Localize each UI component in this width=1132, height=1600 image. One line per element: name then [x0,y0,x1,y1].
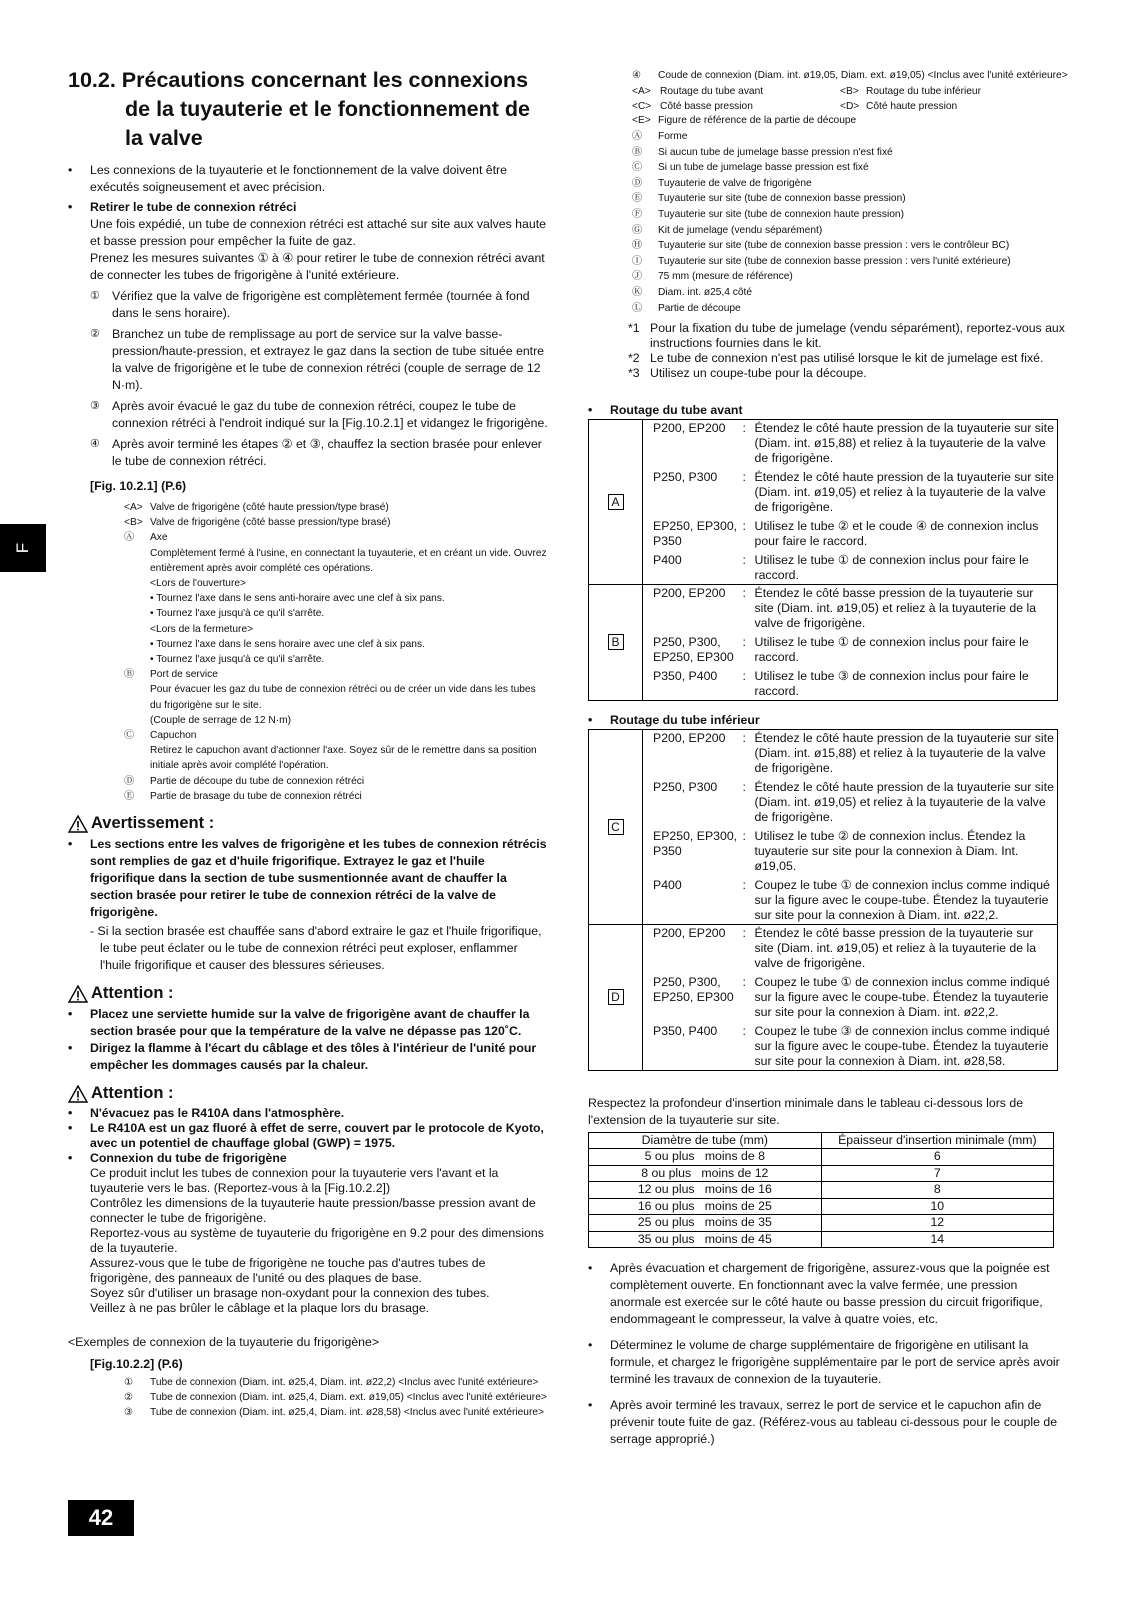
legend-key: Ⓗ [632,240,643,252]
legend-key [124,576,150,591]
legend-text: Tuyauterie sur site (tube de connexion haute pression) [658,208,904,220]
description-text: Coupez le tube ③ de connexion inclus comme indiqué sur la figure avec le coupe-tube. Étendez la tuyauterie sur site pour la connexion à Diam. int. ø28,58. [754,1023,1050,1068]
legend-text: Si un tube de jumelage basse pression est fixé [658,162,869,174]
legend-text: Axe [150,532,168,544]
description-cell [743,776,1058,825]
routing-group-box: D [608,989,624,1005]
description-text: Utilisez le tube ① de connexion inclus pour faire le raccord. [754,634,1029,664]
legend-text: Partie de brasage du tube de connexion rétréci [150,790,362,802]
legend-key: ② [124,1392,134,1404]
description-cell [743,419,1058,466]
colon-mark: : [742,877,746,892]
model-cell: P250, P300, EP250, EP300 [653,634,734,664]
insertion-row [589,1182,1054,1199]
colon-mark: : [742,552,746,567]
attention1-item: • Placez une serviette humide sur la valve de frigorigène avant de chauffer la section brasée pour que la température de la valve ne dépasse pas 120˚C. [68,1006,548,1040]
legend-pair-row [632,99,1068,114]
step-item [68,436,548,470]
model-cell: EP250, EP300, P350 [653,828,738,858]
attention2-heading: Attention : [68,1084,548,1103]
description-row [743,586,1056,631]
legend-text: Partie de découpe [658,302,741,314]
legend-item [124,591,548,606]
step-item [68,398,548,432]
legend-text: Pour évacuer les gaz du tube de connexion rétréci ou de créer un vide dans les tubes du frigorigène sur le site. [150,684,536,711]
description-row [743,519,1056,549]
legend-key: Ⓑ [124,669,135,681]
routing-row [589,971,1058,1020]
description-row [743,829,1056,874]
insertion-header-cell: Épaisseur d'insertion minimale (mm) [821,1132,1053,1149]
step-number: ④ [90,438,100,450]
insertion-cell: 7 [821,1165,1053,1182]
insertion-row [589,1215,1054,1232]
legend-text: Partie de découpe du tube de connexion rétréci [150,775,365,787]
warning-triangle-icon [68,1085,88,1103]
legend-item [632,302,1068,315]
model-cell: P200, EP200 [643,729,743,776]
model-cell: P200, EP200 [643,419,743,466]
description-cell [743,549,1058,585]
legend-key [124,622,150,637]
legend-text: Routage du tube avant [660,86,764,97]
colon-mark: : [742,420,746,435]
legend-key: <B> [840,86,859,97]
model-cell: P200, EP200 [643,584,743,631]
description-row [743,470,1056,515]
legend-text: Côté basse pression [660,101,753,113]
colon-mark: : [742,730,746,745]
insertion-cell: 10 [821,1198,1053,1215]
section-title: 10.2. Précautions concernant les connexions de la tuyauterie et le fonctionnement de la valve [68,68,530,150]
legend-key [124,606,150,621]
routing-row [589,419,1058,466]
description-text: Utilisez le tube ① de connexion inclus pour faire le raccord. [754,552,1029,582]
description-row [743,553,1056,583]
legend-key: Ⓓ [632,177,643,189]
legend-text: Retirez le capuchon avant d'actionner l'axe. Soyez sûr de le remettre dans sa position initiale après avoir complété l'opération. [150,745,537,772]
bottom-routing-heading: • Routage du tube inférieur [588,713,1068,728]
legend-item [124,606,548,621]
model-cell: P250, P300 [653,779,718,794]
legend-text: Forme [658,131,688,142]
description-cell [743,971,1058,1020]
note-marker: *2 [628,350,640,365]
legend-item [632,224,1068,237]
right-column [588,69,1068,1448]
legend-key: Ⓒ [632,162,643,174]
connect-heading: • Connexion du tube de frigorigène [68,1151,548,1166]
description-text: Utilisez le tube ③ de connexion inclus pour faire le raccord. [754,668,1029,698]
legend-text: • Tournez l'axe jusqu'à ce qu'il s'arrête. [150,608,325,620]
attention2-item: • N'évacuez pas le R410A dans l'atmosphère. [68,1106,548,1121]
legend-text: Port de service [150,669,218,681]
language-tab: F [0,524,46,572]
note-text: Pour la fixation du tube de jumelage (vendu séparément), reportez-vous aux instructions fournies dans le kit. [650,320,1065,350]
legend-key: <A> [632,86,651,97]
description-text: Utilisez le tube ② de connexion inclus. Étendez la tuyauterie sur site pour la connexion à Diam. Int. ø19,05. [754,828,1026,873]
legend-rest [588,114,1068,314]
legend-key: Ⓙ [632,271,643,283]
legend-key: Ⓒ [124,730,135,742]
legend-key: <A> [124,502,143,513]
note-text: Le tube de connexion n'est pas utilisé lorsque le kit de jumelage est fixé. [650,350,1044,365]
legend-item [124,500,548,515]
remove-paragraph-1: Une fois expédié, un tube de connexion rétréci est attaché sur site aux valves haute et basse pression pour empêcher la fuite de gaz. [90,217,546,248]
legend-text: Tuyauterie de valve de frigorigène [658,177,812,189]
legend-key: Ⓖ [632,224,643,236]
insertion-row [589,1149,1054,1166]
remove-heading: • Retirer le tube de connexion rétréci [68,199,548,216]
legend-item [632,146,1068,159]
model-cell: P400 [643,874,743,925]
legend-key: Ⓛ [632,302,643,314]
description-row [743,635,1056,665]
legend-key [124,682,150,712]
description-row [743,926,1056,971]
legend-key: <E> [632,115,651,127]
description-cell [743,665,1058,701]
fig2-legend-continued [588,69,1068,82]
remove-paragraph-2: Prenez les mesures suivantes ① à ④ pour retirer le tube de connexion rétréci avant de connecter les tubes de frigorigène à l'unité extérieure. [90,251,545,282]
routing-row [589,729,1058,776]
legend-key: ③ [124,1407,134,1419]
colon-mark: : [742,668,746,683]
description-cell [743,825,1058,874]
legend-item [124,743,548,773]
attention1-item: • Dirigez la flamme à l'écart du câblage et des tôles à l'intérieur de l'unité pour empêcher les dommages causés par la chaleur. [68,1040,548,1074]
routing-row [589,466,1058,515]
colon-mark: : [742,1023,746,1038]
legend-text: <Lors de l'ouverture> [150,578,246,590]
legend-text: • Tournez l'axe jusqu'à ce qu'il s'arrête. [150,654,325,666]
legend-text: Tube de connexion (Diam. int. ø25,4, Diam. int. ø28,58) <Inclus avec l'unité extérieure> [150,1407,544,1419]
legend-pair-row [632,84,1068,99]
description-text: Étendez le côté basse pression de la tuyauterie sur site (Diam. int. ø19,05) et reliez à la tuyauterie de la valve de frigorigène. [754,585,1037,630]
legend-key: Ⓐ [632,131,643,142]
model-cell: P250, P300, EP250, EP300 [653,974,734,1004]
warning-triangle-icon [68,815,88,833]
legend-text: Complètement fermé à l'usine, en connectant la tuyauterie, et en créant un vide. Ouvrez entièrement après avoir complété ces opérations. [150,547,547,574]
notes [588,321,1068,381]
legend-item [632,130,1068,143]
routing-row [589,631,1058,665]
legend-text: (Couple de serrage de 12 N·m) [150,714,291,726]
page-number: 42 [68,1500,134,1536]
legend-item [632,114,1068,127]
legend-key: <D> [840,101,860,113]
legend-item [632,255,1068,268]
step-number: ③ [90,400,100,412]
insertion-cell: 8 [821,1182,1053,1199]
legend-text: Tube de connexion (Diam. int. ø25,4, Diam. int. ø22,2) <Inclus avec l'unité extérieure> [150,1377,539,1389]
note-marker: *3 [628,365,640,380]
colon-mark: : [742,828,746,843]
routing-group-box: A [608,494,624,510]
colon-mark: : [742,974,746,989]
legend-text: Côté haute pression [866,101,958,113]
legend-item: ④ Coude de connexion (Diam. int. ø19,05, Diam. ext. ø19,05) <Inclus avec l'unité extérieure> [632,70,1068,81]
routing-row [589,825,1058,874]
warning-subtext: - Si la section brasée est chauffée sans d'abord extraire le gaz et l'huile frigorifique, le tube peut éclater ou le tube de connexion rétréci peut exploser, enflammer l'huile frigorifique et causer des blessures sérieuses. [90,924,542,973]
fig2-reference: [Fig.10.2.2] (P.6) [90,1357,183,1372]
description-text: Coupez le tube ① de connexion inclus comme indiqué sur la figure avec le coupe-tube. Étendez la tuyauterie sur site pour la connexion à Diam. int. ø22,2. [754,877,1050,922]
connect-paragraphs [68,1166,548,1316]
routing-group-label [589,419,643,584]
front-routing-table [588,419,1058,701]
legend-text: Routage du tube inférieur [866,86,981,97]
legend-text: Tuyauterie sur site (tube de connexion basse pression : vers le contrôleur BC) [658,240,1010,252]
description-text: Coupez le tube ① de connexion inclus comme indiqué sur la figure avec le coupe-tube. Étendez la tuyauterie sur site pour la connexion à Diam. int. ø22,2. [754,974,1050,1019]
routing-row [589,584,1058,631]
legend-item [632,177,1068,190]
front-routing-heading: • Routage du tube avant [588,403,1068,418]
fig1-reference: [Fig. 10.2.1] (P.6) [90,479,187,493]
insertion-header-row [589,1132,1054,1149]
connect-paragraph: Contrôlez les dimensions de la tuyauterie haute pression/basse pression avant de connecter le tube de frigorigène. [90,1196,536,1226]
description-text: Étendez le côté basse pression de la tuyauterie sur site (Diam. int. ø19,05) et reliez à la tuyauterie de la valve de frigorigène. [754,925,1037,970]
insertion-intro: Respectez la profondeur d'insertion minimale dans le tableau ci-dessous lors de l'extension de la tuyauterie sur site. [588,1095,1024,1127]
insertion-cell: 8 ou plus moins de 12 [589,1165,822,1182]
legend-key: <C> [632,101,652,113]
routing-group-label [589,924,643,1070]
legend-item [124,530,548,545]
insertion-cell: 6 [821,1149,1053,1166]
legend-text: • Tournez l'axe dans le sens anti-horaire avec une clef à six pans. [150,593,445,605]
model-cell: P400 [643,549,743,585]
description-cell [743,924,1058,971]
legend-key [124,743,150,773]
legend-key: Ⓘ [632,255,643,267]
legend-key [124,652,150,667]
examples-caption: <Exemples de connexion de la tuyauterie du frigorigène> [68,1335,380,1350]
connect-paragraph: Reportez-vous au système de tuyauterie du frigorigène en 9.2 pour des dimensions de la tuyauterie. [90,1226,544,1256]
description-text: Étendez le côté haute pression de la tuyauterie sur site (Diam. int. ø19,05) et reliez à la tuyauterie de la valve de frigorigène. [754,469,1054,514]
legend-key [124,713,150,728]
legend-item [124,1406,548,1419]
connect-paragraph: Soyez sûr d'utiliser un brasage non-oxydant pour la connexion des tubes. [90,1286,490,1301]
final-bullet: • Après avoir terminé les travaux, serrez le port de service et le capuchon afin de prévenir toute fuite de gaz. (Référez-vous au tableau ci-dessous pour le couple de serrage approprié.) [588,1397,1068,1448]
insertion-header-cell: Diamètre de tube (mm) [589,1132,822,1149]
insertion-cell: 12 ou plus moins de 16 [589,1182,822,1199]
legend-text: Tuyauterie sur site (tube de connexion basse pression : vers l'unité extérieure) [658,255,1011,267]
description-cell [743,515,1058,549]
legend-item [124,789,548,804]
description-text: Étendez le côté haute pression de la tuyauterie sur site (Diam. int. ø15,88) et reliez à la tuyauterie de la valve de frigorigène. [754,730,1054,775]
model-cell: EP250, EP300, P350 [653,518,738,548]
step-number: ② [90,328,100,340]
description-cell [743,729,1058,776]
fig1-legend [68,500,548,804]
routing-group-box: B [608,634,624,650]
model-cell: P200, EP200 [643,924,743,971]
insertion-cell: 5 ou plus moins de 8 [589,1149,822,1166]
note-item [628,351,1068,366]
legend-key: <B> [124,517,143,529]
description-cell [743,631,1058,665]
legend-item [632,161,1068,174]
legend-text: Diam. int. ø25,4 côté [658,286,752,298]
note-marker: *1 [628,320,640,335]
insertion-cell: 14 [821,1231,1053,1248]
legend-key: Ⓕ [632,208,643,220]
insertion-cell: 16 ou plus moins de 25 [589,1198,822,1215]
attention1-heading: Attention : [68,984,548,1003]
description-cell [743,466,1058,515]
routing-row [589,924,1058,971]
description-row [743,421,1056,466]
step-item [68,288,548,322]
routing-group-box: C [608,819,624,835]
legend-text: Tuyauterie sur site (tube de connexion basse pression) [658,193,906,205]
legend-text: <Lors de la fermeture> [150,623,254,635]
final-bullet: • Après évacuation et chargement de frigorigène, assurez-vous que la poignée est complètement ouverte. En fonctionnant avec la valve fermée, une pression anormale est exercée sur le côté haute ou basse pression du circuit frigorifique, endommageant le compresseur, la valve à quatre voies, etc. [588,1260,1068,1328]
warning-text: • Les sections entre les valves de frigorigène et les tubes de connexion rétrécis sont remplies de gaz et d'huile frigorifique. Extrayez le gaz et l'huile frigorifique dans la section de tube susmentionnée avant de chauffer la section brasée pour retirer le tube de connexion rétréci de la valve de frigorigène. [68,836,548,921]
legend-key: Ⓔ [632,193,643,205]
legend-text: Figure de référence de la partie de découpe [658,115,857,127]
legend-item [632,208,1068,221]
legend-item [124,576,548,591]
step-text: Branchez un tube de remplissage au port de service sur la valve basse-pression/haute-pression, et extrayez le gaz dans la section de tube située entre la valve de frigorigène et le tube de connexion rétréci (couple de serrage de 12 N·m). [112,327,545,392]
routing-row [589,776,1058,825]
legend-key: Ⓓ [124,775,135,787]
legend-item [632,239,1068,252]
legend-item [124,713,548,728]
description-row [743,669,1056,699]
legend-item [124,622,548,637]
final-bullets [588,1260,1068,1448]
colon-mark: : [742,585,746,600]
legend-key [124,591,150,606]
legend-text: Valve de frigorigène (côté haute pression/type brasé) [150,502,389,513]
insertion-depth-table [588,1132,1054,1249]
note-text: Utilisez un coupe-tube pour la découpe. [650,365,867,380]
legend-key [124,637,150,652]
description-cell [743,874,1058,925]
insertion-row [589,1165,1054,1182]
legend-item [124,515,548,530]
legend-key [124,546,150,576]
routing-group-label [589,584,643,700]
legend-item [124,1391,548,1404]
step-text: Après avoir terminé les étapes ② et ③, chauffez la section brasée pour enlever le tube de connexion rétréci. [112,437,542,468]
legend-key: Ⓚ [632,286,643,298]
legend-item [124,637,548,652]
legend-text: Tube de connexion (Diam. int. ø25,4, Diam. ext. ø19,05) <Inclus avec l'unité extérieure> [150,1392,547,1404]
step-text: Après avoir évacué le gaz du tube de connexion rétréci, coupez le tube de connexion rétréci à l'endroit indiqué sur la [Fig.10.2.1] et vidangez le frigorigène. [112,399,548,430]
insertion-row [589,1231,1054,1248]
steps-list [68,288,548,470]
colon-mark: : [742,469,746,484]
insertion-cell: 12 [821,1215,1053,1232]
legend-text: 75 mm (mesure de référence) [658,271,793,283]
attention2-item: • Le R410A est un gaz fluoré à effet de serre, couvert par le protocole de Kyoto, avec un potentiel de chauffage global (GWP) = 1975. [68,1121,548,1151]
warning-triangle-icon [68,985,88,1003]
routing-group-label [589,729,643,924]
warning-heading: Avertissement : [68,814,548,833]
colon-mark: : [742,518,746,533]
legend-key: Ⓔ [124,790,135,802]
note-item [628,321,1068,351]
routing-row [589,874,1058,925]
step-text: Vérifiez que la valve de frigorigène est complètement fermée (tournée à fond dans le sens horaire). [112,289,530,320]
step-item [68,326,548,394]
final-bullet: • Déterminez le volume de charge supplémentaire de frigorigène en utilisant la formule, et chargez le frigorigène supplémentaire par le port de service après avoir terminé les travaux de connexion de la tuyauterie. [588,1337,1068,1388]
description-row [743,878,1056,923]
description-text: Étendez le côté haute pression de la tuyauterie sur site (Diam. int. ø15,88) et reliez à la tuyauterie de la valve de frigorigène. [754,420,1054,465]
legend-text: Kit de jumelage (vendu séparément) [658,224,823,236]
description-text: Étendez le côté haute pression de la tuyauterie sur site (Diam. int. ø19,05) et reliez à la tuyauterie de la valve de frigorigène. [754,779,1054,824]
legend-item [632,270,1068,283]
model-cell: P350, P400 [643,1020,743,1071]
insertion-cell: 25 ou plus moins de 35 [589,1215,822,1232]
model-cell: P250, P300 [653,469,718,484]
legend-item [124,1376,548,1389]
legend-text: Capuchon [150,730,197,742]
legend-item [632,286,1068,299]
routing-row [589,549,1058,585]
insertion-cell: 35 ou plus moins de 45 [589,1231,822,1248]
connect-paragraph: Assurez-vous que le tube de frigorigène ne touche pas d'autres tubes de frigorigène, des panneaux de l'unité ou des plaques de base. [90,1256,486,1286]
legend-item [124,682,548,712]
description-row [743,1024,1056,1069]
legend-item [124,546,548,576]
legend-item [124,667,548,682]
colon-mark: : [742,925,746,940]
legend-item [632,192,1068,205]
intro-text: • Les connexions de la tuyauterie et le fonctionnement de la valve doivent être exécutés soigneusement et avec précision. [68,162,548,196]
left-column [68,66,548,1421]
description-row [743,975,1056,1020]
legend-item [124,774,548,789]
connect-paragraph: Ce produit inclut les tubes de connexion pour la tuyauterie vers l'avant et la tuyauterie vers le bas. (Reportez-vous à la [Fig.10.2.2]) [90,1166,499,1196]
routing-row [589,515,1058,549]
description-cell [743,584,1058,631]
model-cell: P350, P400 [643,665,743,701]
colon-mark: : [742,634,746,649]
fig2-legend [68,1376,548,1419]
note-item [628,366,1068,381]
legend-key: Ⓑ [632,146,643,158]
legend-pairs [588,84,1068,114]
colon-mark: : [742,779,746,794]
description-cell [743,1020,1058,1071]
step-number: ① [90,290,100,302]
description-row [743,731,1056,776]
connect-paragraph: Veillez à ne pas brûler le câblage et la plaque lors du brasage. [90,1301,430,1316]
legend-text: Si aucun tube de jumelage basse pression n'est fixé [658,146,893,158]
insertion-row [589,1198,1054,1215]
legend-item [124,728,548,743]
bottom-routing-table [588,729,1058,1071]
legend-key: Ⓐ [124,532,135,544]
legend-key: ① [124,1377,134,1389]
description-text: Utilisez le tube ② et le coude ④ de connexion inclus pour faire le raccord. [754,518,1039,548]
description-row [743,780,1056,825]
legend-text: Valve de frigorigène (côté basse pression/type brasé) [150,517,391,529]
routing-row [589,665,1058,701]
legend-item [124,652,548,667]
routing-row [589,1020,1058,1071]
legend-text: • Tournez l'axe dans le sens horaire avec une clef à six pans. [150,638,425,650]
